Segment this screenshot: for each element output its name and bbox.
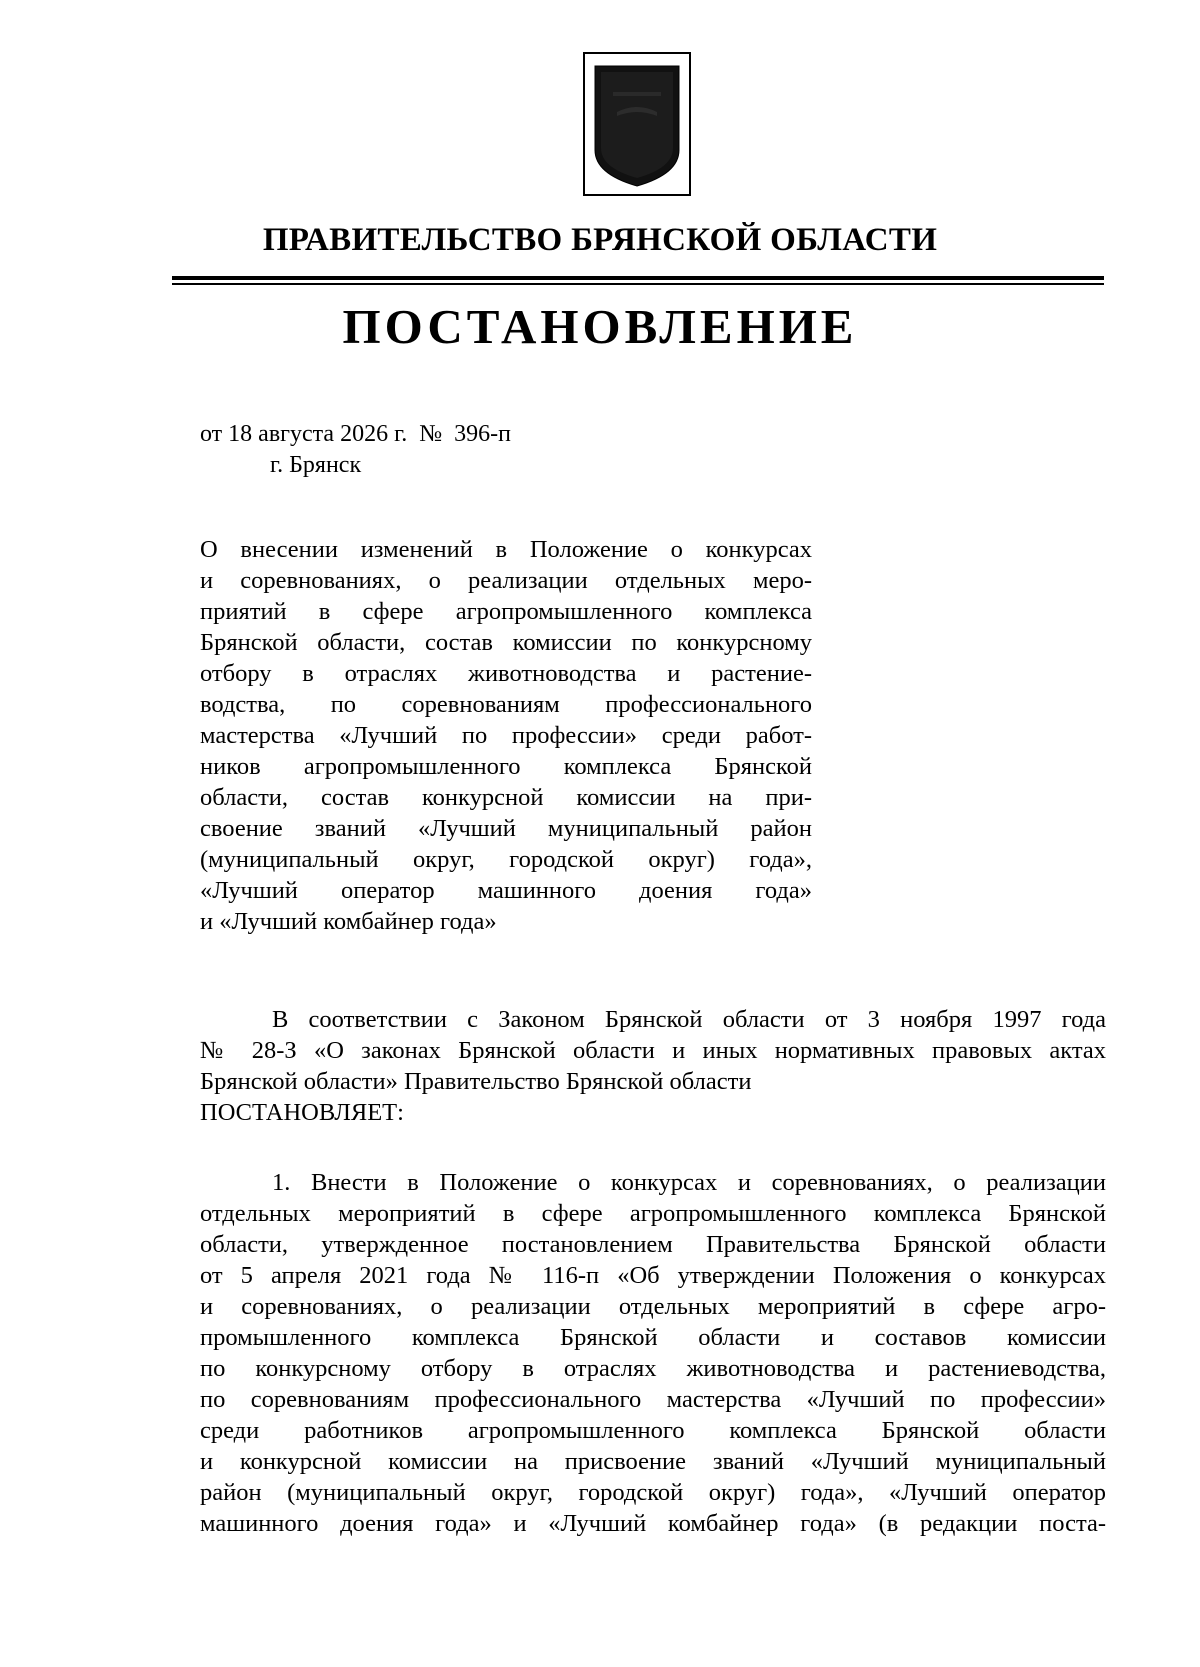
item-line: и конкурсной комиссии на присвоение званий «Лучший муниципальный	[200, 1448, 1106, 1475]
item-line: промышленного комплекса Брянской области и составов комиссии	[200, 1324, 1106, 1351]
preamble-line: Брянской области» Правительство Брянской области	[200, 1068, 752, 1095]
subject-line: отбору в отраслях животноводства и растение-	[200, 660, 812, 687]
item-line: район (муниципальный округ, городской округ) года», «Лучший оператор	[200, 1479, 1106, 1506]
item-line: и соревнованиях, о реализации отдельных мероприятий в сфере агро-	[200, 1293, 1106, 1320]
coat-of-arms-icon	[583, 52, 691, 196]
document-type-title: ПОСТАНОВЛЕНИЕ	[342, 299, 858, 354]
subject-line: приятий в сфере агропромышленного комплекса	[200, 598, 812, 625]
subject-line: и соревнованиях, о реализации отдельных меро-	[200, 567, 812, 594]
date-number-line: от 18 августа 2026 г. № 396-п	[200, 421, 511, 447]
subject-line: водства, по соревнованиям профессионального	[200, 691, 812, 718]
subject-line: и «Лучший комбайнер года»	[200, 908, 497, 935]
subject-line: (муниципальный округ, городской округ) года»,	[200, 846, 812, 873]
item-line: по соревнованиям профессионального мастерства «Лучший по профессии»	[200, 1386, 1106, 1413]
preamble	[200, 1004, 1106, 1128]
resolves-line: ПОСТАНОВЛЯЕТ:	[200, 1099, 404, 1126]
government-title: ПРАВИТЕЛЬСТВО БРЯНСКОЙ ОБЛАСТИ	[262, 222, 938, 258]
preamble-line: № 28-З «О законах Брянской области и иных нормативных правовых актах	[200, 1037, 1106, 1064]
subject-line: О внесении изменений в Положение о конкурсах	[200, 536, 812, 563]
item-line: области, утвержденное постановлением Правительства Брянской области	[200, 1231, 1106, 1258]
header-rule-thin	[172, 283, 1104, 285]
subject-line: «Лучший оператор машинного доения года»	[200, 877, 812, 904]
item-line: машинного доения года» и «Лучший комбайнер года» (в редакции поста-	[200, 1510, 1106, 1537]
item-1	[200, 1167, 1106, 1539]
item-line: 1. Внести в Положение о конкурсах и соревнованиях, о реализации	[272, 1169, 1106, 1196]
subject-line: области, состав конкурсной комиссии на при-	[200, 784, 812, 811]
item-line: по конкурсному отбору в отраслях животноводства и растениеводства,	[200, 1355, 1106, 1382]
item-line: от 5 апреля 2021 года № 116-п «Об утверждении Положения о конкурсах	[200, 1262, 1106, 1289]
subject-line: ников агропромышленного комплекса Брянской	[200, 753, 812, 780]
resolution-subject	[200, 534, 812, 937]
item-line: среди работников агропромышленного комплекса Брянской области	[200, 1417, 1106, 1444]
item-line: отдельных мероприятий в сфере агропромышленного комплекса Брянской	[200, 1200, 1106, 1227]
subject-line: своение званий «Лучший муниципальный район	[200, 815, 812, 842]
subject-line: Брянской области, состав комиссии по конкурсному	[200, 629, 812, 656]
subject-line: мастерства «Лучший по профессии» среди работ-	[200, 722, 812, 749]
preamble-line: В соответствии с Законом Брянской области от 3 ноября 1997 года	[272, 1006, 1106, 1033]
city-line: г. Брянск	[270, 452, 362, 478]
header-rule-thick	[172, 276, 1104, 280]
